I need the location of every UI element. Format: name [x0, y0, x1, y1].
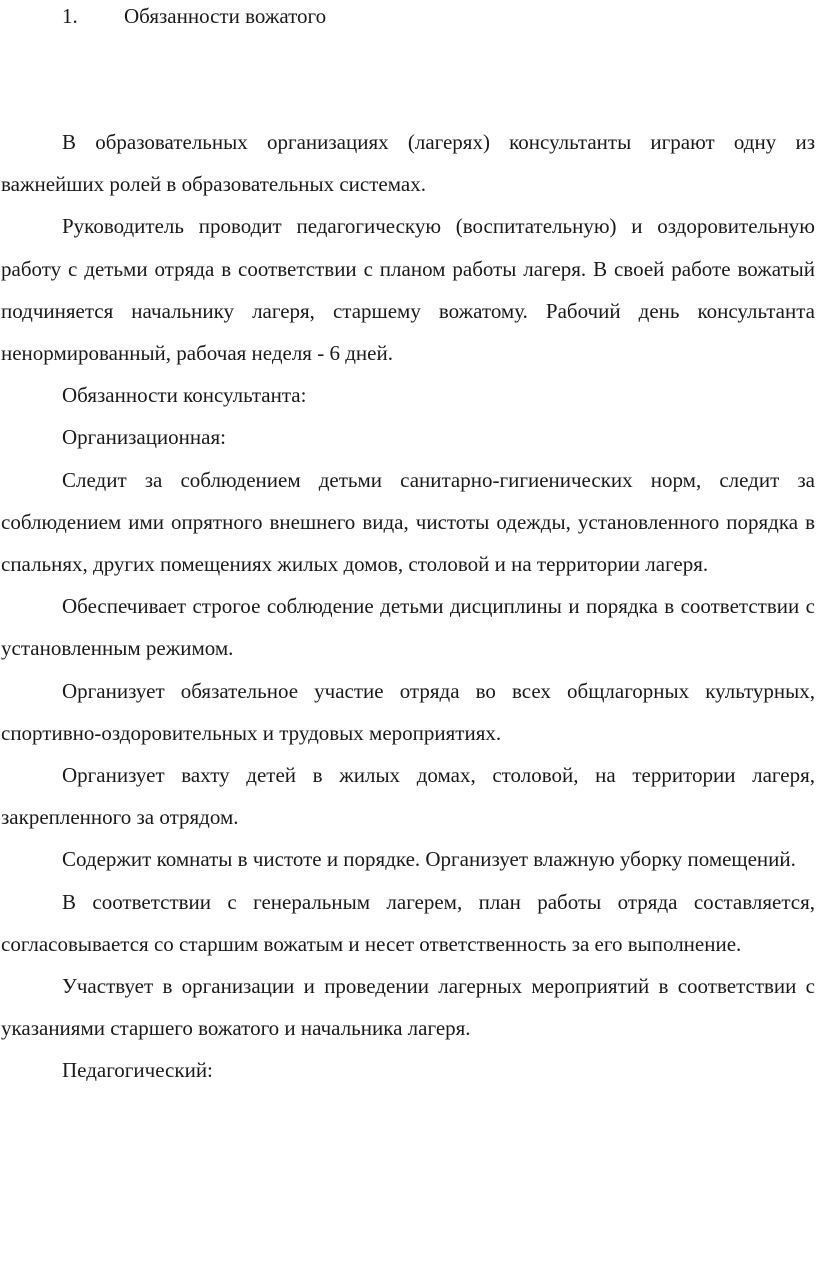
paragraph-leader-work: Руководитель проводит педагогическую (воспитательную) и оздоровительную работу с детьми отряда в соответствии с планом работы лагеря. В своей работе вожатый подчиняется начальнику лагеря, старшему вожатому. Рабочий день консультанта ненормированный, рабочая неделя - 6 дней. [1, 214, 815, 366]
body-text [1, 121, 815, 1092]
paragraph-duties-heading: Обязанности консультанта: [62, 383, 307, 408]
section-number: 1. [62, 4, 78, 28]
paragraph-watch: Организует вахту детей в жилых домах, столовой, на территории лагеря, закрепленного за отрядом. [1, 763, 815, 830]
paragraph-organizational-heading: Организационная: [62, 425, 226, 450]
section-title: Обязанности вожатого [124, 4, 327, 28]
paragraph-intro: В образовательных организациях (лагерях) консультанты играют одну из важнейших ролей в образовательных системах. [1, 130, 815, 197]
paragraph-events: Участвует в организации и проведении лагерных мероприятий в соответствии с указаниями старшего вожатого и начальника лагеря. [1, 974, 815, 1041]
paragraph-cleaning: Содержит комнаты в чистоте и порядке. Организует влажную уборку помещений. [62, 847, 796, 872]
paragraph-discipline: Обеспечивает строгое соблюдение детьми дисциплины и порядка в соответствии с установленным режимом. [1, 594, 815, 661]
section-heading [62, 4, 326, 28]
paragraph-participation: Организует обязательное участие отряда во всех общлагорных культурных, спортивно-оздоровительных и трудовых мероприятиях. [1, 678, 815, 745]
paragraph-pedagogical-heading: Педагогический: [62, 1058, 213, 1083]
paragraph-hygiene: Следит за соблюдением детьми санитарно-гигиенических норм, следит за соблюдением ими опрятного внешнего вида, чистоты одежды, установленного порядка в спальнях, других помещениях жилых домов, столовой и на территории лагеря. [1, 467, 815, 577]
paragraph-plan: В соответствии с генеральным лагерем, план работы отряда составляется, согласовывается со старшим вожатым и несет ответственность за его выполнение. [1, 889, 815, 956]
